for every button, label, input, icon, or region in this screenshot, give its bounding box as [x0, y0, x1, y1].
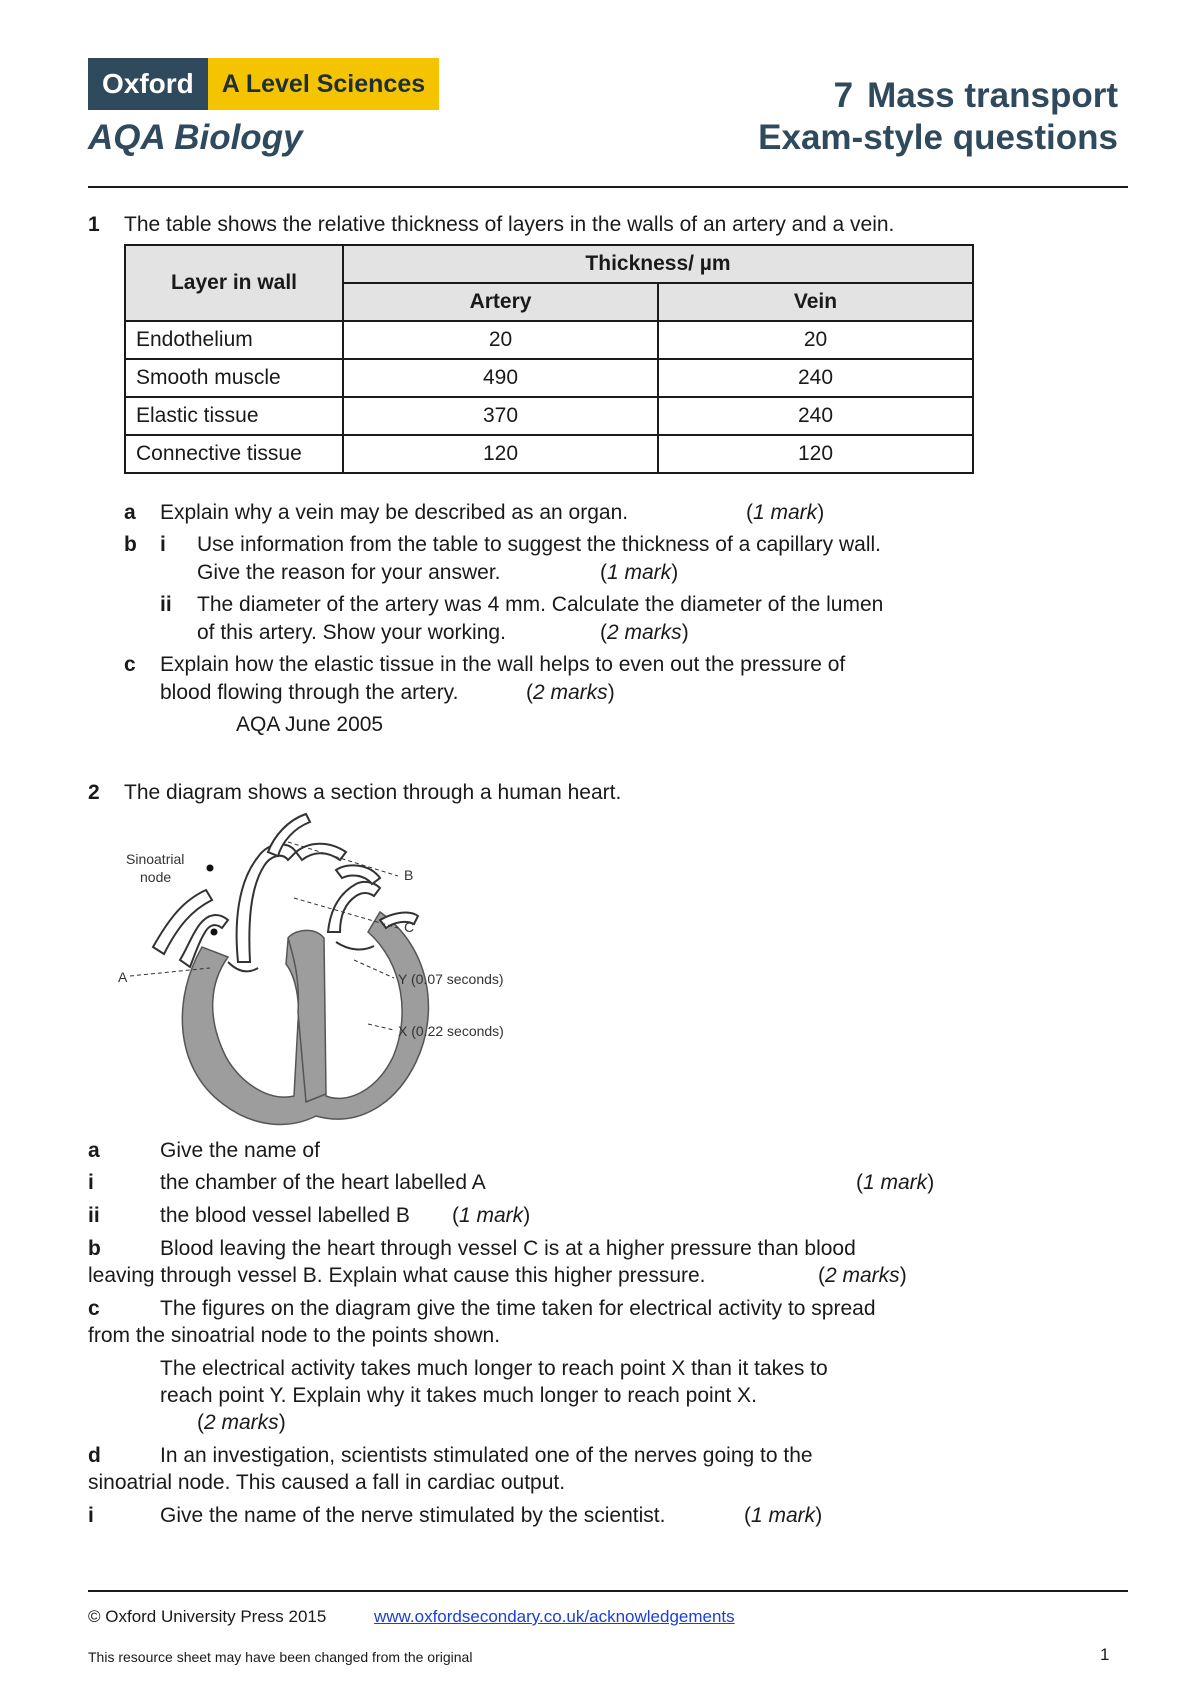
q1-source: AQA June 2005 — [236, 713, 384, 736]
q2-number: 2 — [88, 781, 100, 804]
footer-divider — [88, 1590, 1128, 1592]
cell-artery: 120 — [343, 435, 658, 473]
label-y: Y (0.07 seconds) — [398, 971, 504, 987]
chapter-heading — [834, 76, 1118, 116]
label-sa-node-1: Sinoatrial — [126, 851, 185, 867]
q1bi-line1: Use information from the table to suggest the thickness of a capillary wall. — [197, 533, 881, 556]
q2di-marks: (1 mark) — [744, 1504, 823, 1527]
q1bii-marks: (2 marks) — [600, 621, 689, 644]
pulmonary-trunk — [336, 865, 380, 884]
table-row — [125, 435, 973, 473]
cell-layer: Elastic tissue — [125, 397, 343, 435]
q2d-line1: In an investigation, scientists stimulated one of the nerves going to the — [160, 1444, 813, 1467]
q2c-marks: (2 marks) — [197, 1411, 286, 1434]
valve-right — [336, 942, 374, 949]
heart-diagram — [118, 812, 548, 1132]
label-c: C — [404, 919, 415, 935]
brand-series: A Level Sciences — [208, 58, 439, 110]
q2c-line1: The figures on the diagram give the time taken for electrical activity to spread — [160, 1297, 876, 1320]
cell-artery: 490 — [343, 359, 658, 397]
cell-vein: 240 — [658, 397, 973, 435]
document-type: Exam-style questions — [758, 118, 1118, 157]
cell-vein: 20 — [658, 321, 973, 359]
valve-left — [228, 962, 258, 971]
q2b-marks: (2 marks) — [818, 1264, 907, 1287]
header-vein: Vein — [658, 283, 973, 321]
footer-copyright: © Oxford University Press 2015 — [88, 1607, 327, 1626]
q1-number: 1 — [88, 213, 100, 236]
q2c-line4: reach point Y. Explain why it takes much longer to reach point X. — [160, 1384, 757, 1407]
q1-stem: The table shows the relative thickness of layers in the walls of an artery and a vein. — [124, 213, 895, 236]
footer-disclaimer: This resource sheet may have been changed from the original — [88, 1649, 473, 1665]
table-row — [125, 397, 973, 435]
q1bi-line2: Give the reason for your answer. — [197, 561, 501, 584]
q1a-label: a — [124, 501, 136, 524]
header-thickness: Thickness/ µm — [343, 245, 973, 283]
q2c-line3: The electrical activity takes much longer to reach point X than it takes to — [160, 1357, 828, 1380]
q2b-label: b — [88, 1237, 101, 1260]
cell-artery: 20 — [343, 321, 658, 359]
q1a-marks: (1 mark) — [746, 501, 825, 524]
brand-logo — [88, 58, 439, 110]
septum — [288, 930, 326, 1102]
brand-oxford: Oxford — [88, 58, 208, 110]
q2a-label: a — [88, 1139, 100, 1162]
q1bi-marks: (1 mark) — [600, 561, 679, 584]
chapter-title: Mass transport — [867, 76, 1118, 115]
header-divider — [88, 186, 1128, 188]
subject-title: AQA Biology — [88, 118, 303, 157]
q2a-text: Give the name of — [160, 1139, 320, 1162]
q2b-line2: leaving through vessel B. Explain what cause this higher pressure. — [88, 1264, 706, 1287]
header-artery: Artery — [343, 283, 658, 321]
q1bi-label: i — [160, 533, 166, 556]
q2ai-label: i — [88, 1171, 94, 1194]
q2aii-text: the blood vessel labelled B — [160, 1204, 410, 1227]
q1c-marks: (2 marks) — [526, 681, 615, 704]
sinoatrial-node-dot — [207, 865, 214, 872]
q2c-line2: from the sinoatrial node to the points shown. — [88, 1324, 501, 1347]
table-row — [125, 359, 973, 397]
header-layer: Layer in wall — [125, 245, 343, 321]
q1a-text: Explain why a vein may be described as an organ. — [160, 501, 629, 524]
q1bii-line2: of this artery. Show your working. — [197, 621, 506, 644]
label-a: A — [118, 969, 128, 985]
table-row — [125, 321, 973, 359]
cell-layer: Connective tissue — [125, 435, 343, 473]
q1c-label: c — [124, 653, 136, 676]
q2di-label: i — [88, 1504, 94, 1527]
q2d-line2: sinoatrial node. This caused a fall in cardiac output. — [88, 1471, 566, 1494]
thickness-table — [124, 244, 974, 474]
cell-layer: Smooth muscle — [125, 359, 343, 397]
q2d-label: d — [88, 1444, 101, 1467]
cell-vein: 240 — [658, 359, 973, 397]
q2-stem: The diagram shows a section through a human heart. — [124, 781, 622, 804]
q2ai-text: the chamber of the heart labelled A — [160, 1171, 486, 1194]
leader-y — [354, 960, 394, 978]
q1b-label: b — [124, 533, 137, 556]
q1bii-label: ii — [160, 593, 172, 616]
node-marker — [211, 929, 218, 936]
q2b-line1: Blood leaving the heart through vessel C is at a higher pressure than blood — [160, 1237, 856, 1260]
q1c-line1: Explain how the elastic tissue in the wall helps to even out the pressure of — [160, 653, 846, 676]
footer-acknowledgements-link[interactable]: www.oxfordsecondary.co.uk/acknowledgements — [374, 1607, 735, 1626]
q2aii-label: ii — [88, 1204, 100, 1227]
label-b: B — [404, 867, 414, 883]
page-number: 1 — [1100, 1645, 1110, 1664]
q2c-label: c — [88, 1297, 100, 1320]
leader-x — [368, 1024, 394, 1030]
q1c-line2: blood flowing through the artery. — [160, 681, 459, 704]
cell-artery: 370 — [343, 397, 658, 435]
q2aii-marks: (1 mark) — [452, 1204, 531, 1227]
q2ai-marks: (1 mark) — [856, 1171, 935, 1194]
label-sa-node-2: node — [140, 869, 172, 885]
chapter-number: 7 — [833, 76, 854, 115]
cell-layer: Endothelium — [125, 321, 343, 359]
q1bii-line1: The diameter of the artery was 4 mm. Calculate the diameter of the lumen — [197, 593, 884, 616]
cell-vein: 120 — [658, 435, 973, 473]
q2di-text: Give the name of the nerve stimulated by the scientist. — [160, 1504, 666, 1527]
label-x: X (0.22 seconds) — [398, 1023, 504, 1039]
